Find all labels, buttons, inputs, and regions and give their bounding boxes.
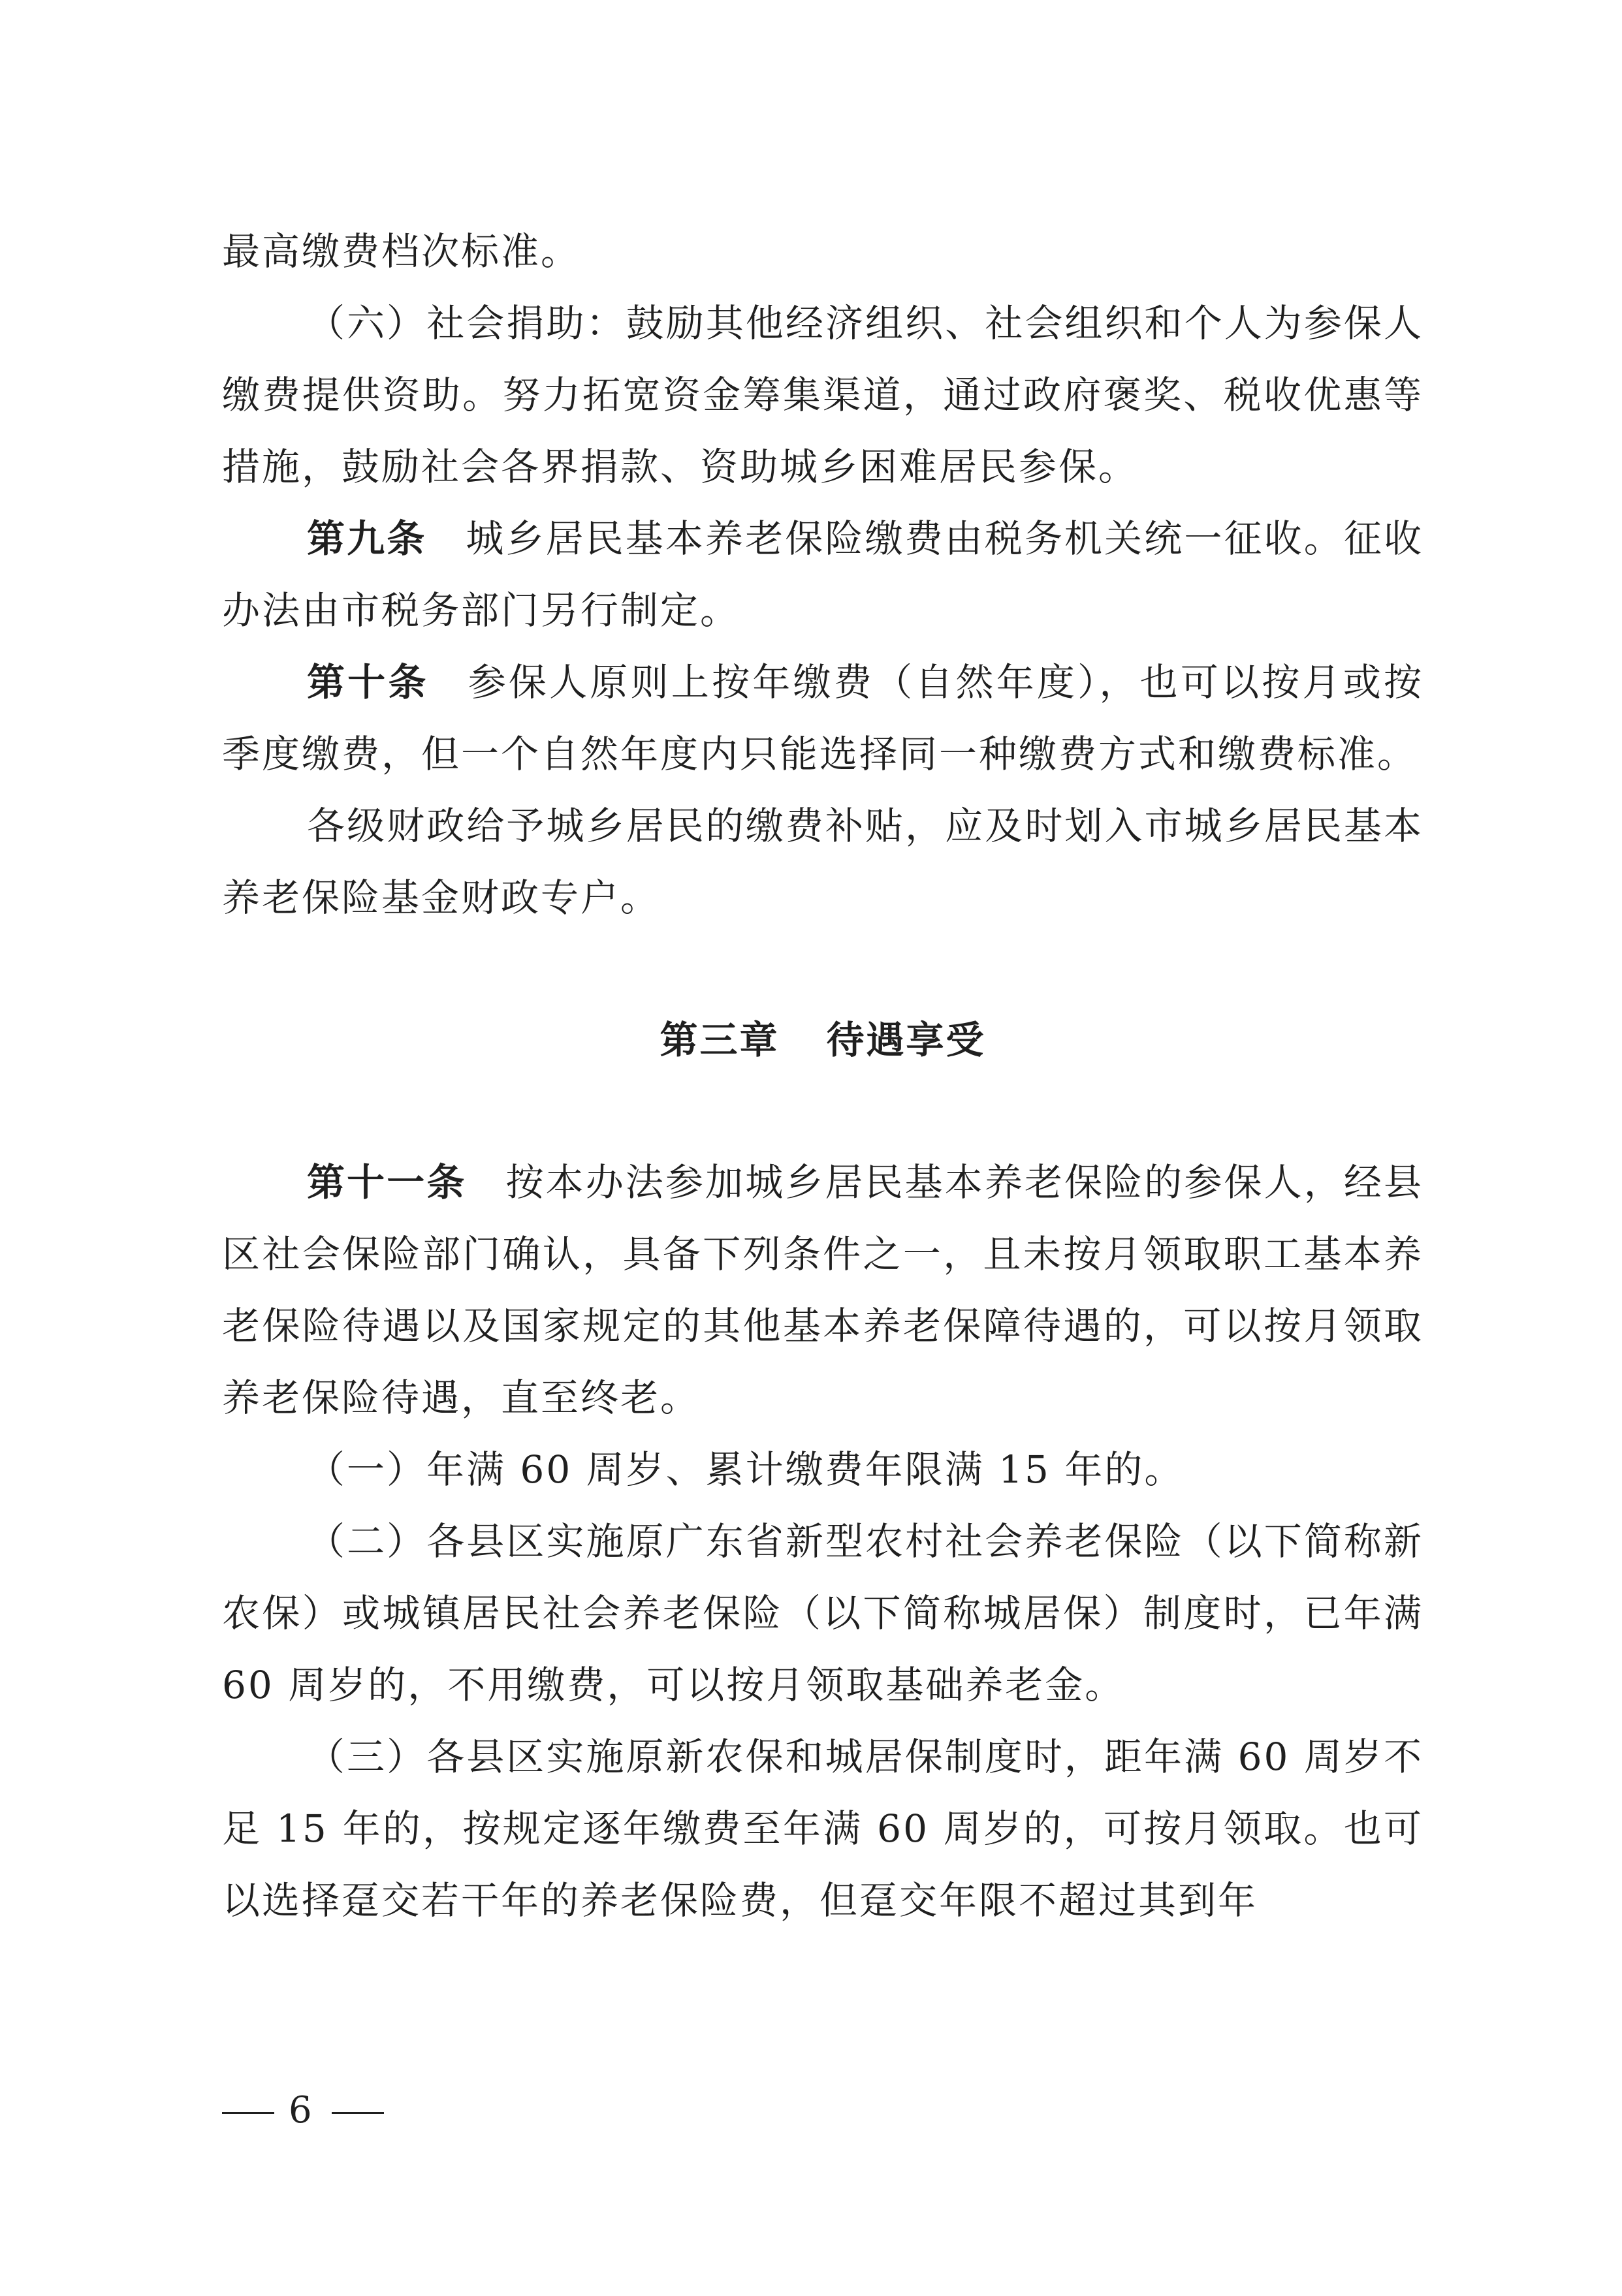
article-number: 第十条 [307, 660, 429, 704]
paragraph-text: 按本办法参加城乡居民基本养老保险的参保人，经县区社会保险部门确认，具备下列条件之一，且未按月领取职工基本养老保险待遇以及国家规定的其他基本养老保障待遇的，可以按月领取养老保险待遇，直至终老。 [222, 1160, 1423, 1420]
paragraph [222, 215, 1423, 287]
article-number: 第十一条 [307, 1160, 467, 1204]
document-body [222, 215, 1423, 1936]
section-before-chapter [222, 215, 1423, 934]
paragraph [222, 1146, 1423, 1434]
paragraph [222, 503, 1423, 646]
paragraph [222, 1721, 1423, 1936]
article-number: 第九条 [307, 516, 427, 561]
paragraph-text: 各级财政给予城乡居民的缴费补贴，应及时划入市城乡居民基本养老保险基金财政专户。 [222, 804, 1423, 920]
paragraph-text: （一）年满 60 周岁、累计缴费年限满 15 年的。 [307, 1447, 1185, 1492]
section-after-chapter [222, 1146, 1423, 1936]
paragraph-text: 参保人原则上按年缴费（自然年度），也可以按月或按季度缴费，但一个自然年度内只能选择同一种缴费方式和缴费标准。 [222, 660, 1423, 776]
paragraph [222, 287, 1423, 503]
chapter-heading [222, 1004, 1423, 1076]
paragraph-text: （六）社会捐助：鼓励其他经济组织、社会组织和个人为参保人缴费提供资助。努力拓宽资金筹集渠道，通过政府褒奖、税收优惠等措施，鼓励社会各界捐款、资助城乡困难居民参保。 [222, 301, 1423, 489]
paragraph [222, 1434, 1423, 1505]
paragraph-text: 最高缴费档次标准。 [222, 229, 581, 274]
chapter-title: 待遇享受 [826, 1018, 986, 1062]
paragraph [222, 790, 1423, 934]
paragraph [222, 1505, 1423, 1721]
page-number-dash-right [332, 2112, 384, 2114]
paragraph-text: （三）各县区实施原新农保和城居保制度时，距年满 60 周岁不足 15 年的，按规定逐年缴费至年满 60 周岁的，可按月领取。也可以选择趸交若干年的养老保险费，但趸交年限不超过其到年 [222, 1735, 1423, 1923]
paragraph-text: （二）各县区实施原广东省新型农村社会养老保险（以下简称新农保）或城镇居民社会养老保险（以下简称城居保）制度时，已年满 60 周岁的，不用缴费，可以按月领取基础养老金。 [222, 1519, 1423, 1707]
page-number-dash-left [222, 2112, 274, 2114]
chapter-number: 第三章 [660, 1018, 780, 1062]
paragraph [222, 646, 1423, 790]
page-number [222, 2089, 384, 2131]
page-number-value: 6 [289, 2089, 317, 2131]
paragraph-text: 城乡居民基本养老保险缴费由税务机关统一征收。征收办法由市税务部门另行制定。 [222, 516, 1423, 633]
